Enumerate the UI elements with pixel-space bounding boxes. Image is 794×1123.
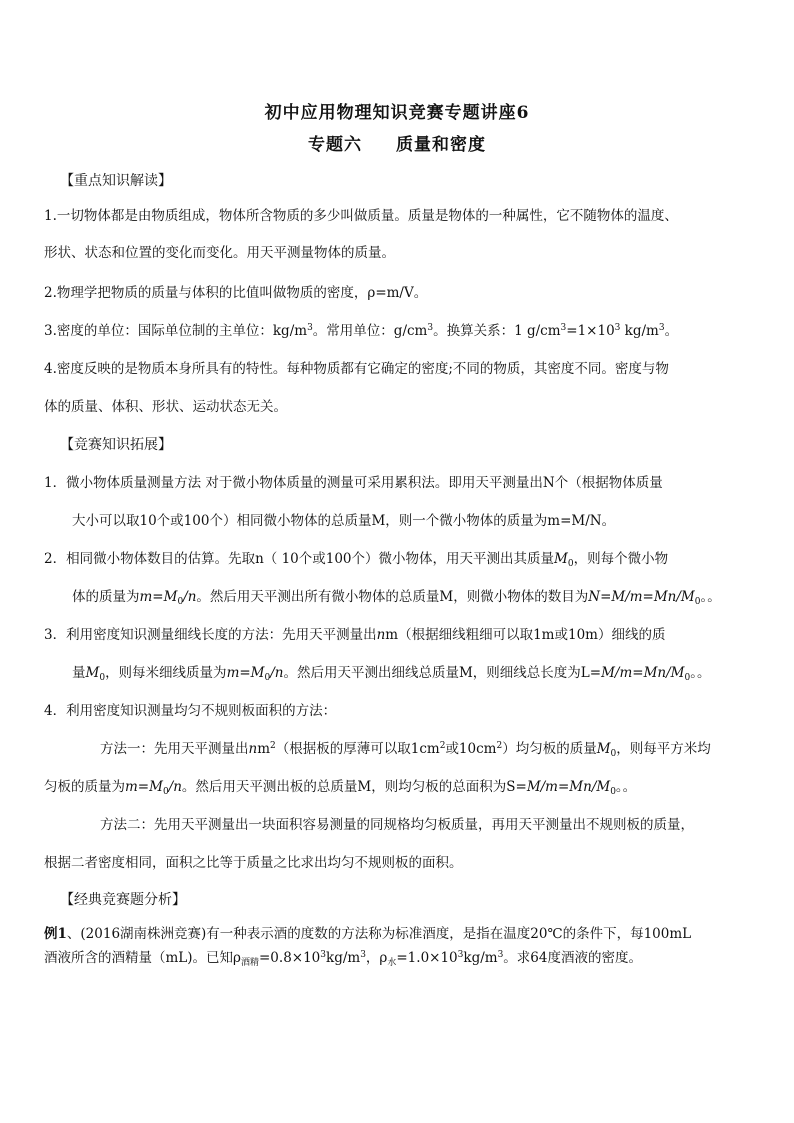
key-point-4-line-1: 4.密度反映的是物质本身所具有的特性。每种物质都有它确定的密度;不同的物质，其密度不同。密度与物 [44, 361, 669, 377]
example-1-line-1: 例1、(2016湖南株洲竞赛)有一种表示酒的度数的方法称为标准酒度，是指在温度20℃的条件下，每100mL [44, 926, 692, 942]
method-2-line-1: 方法二：先用天平测量出一块面积容易测量的同规格均匀板质量，再用天平测量出不规则板的质量， [100, 817, 694, 833]
method-1-line-1: 方法一：先用天平测量出$nm^2$（根据板的厚薄可以取$1cm^2$或$10cm^2$）均匀板的质量$M_0$，则每平方米均 [100, 741, 711, 759]
page-title: 初中应用物理知识竞赛专题讲座6 [264, 103, 530, 123]
example-1-line-2: 酒液所含的酒精量（mL)。已知$\rho_{酒精}=0.8\times 10^3kg/m^3$，$\rho_水=1.0\times 10^3kg/m^3$。求64度酒液的密度。 [44, 950, 642, 968]
key-point-1-line-2: 形状、状态和位置的变化而变化。用天平测量物体的质量。 [44, 245, 395, 261]
extension-1-line-1: 1．微小物体质量测量方法 对于微小物体质量的测量可采用累积法。即用天平测量出N个（根据物体质量 [44, 475, 663, 491]
extension-3-line-2: 量$M_0$，则每米细线质量为$m=M_0/n$。然后用天平测出细线总质量M，则细线总长度为$L=M/m=Mn/M_0$。。 [72, 665, 711, 683]
extension-2-line-2: 体的质量为$m=M_0/n$。然后用天平测出所有微小物体的总质量M，则微小物体的数目为$N=M/m=Mn/M_0$。。 [72, 589, 721, 607]
method-2-line-2: 根据二者密度相同，面积之比等于质量之比求出均匀不规则板的面积。 [44, 855, 463, 871]
subtitle-label: 专题六 [308, 135, 362, 155]
method-1-line-2: 匀板的质量为$m=M_0/n$。然后用天平测出板的总质量M，则均匀板的总面积为$S=M/m=Mn/M_0$。。 [44, 779, 637, 797]
extension-1-line-2: 大小可以取10个或100个）相同微小物体的总质量M，则一个微小物体的质量为m=M/N。 [72, 513, 616, 529]
key-point-3: 3.密度的单位：国际单位制的主单位：$kg/m^3$。常用单位：$g/cm^3$。换算关系：1 $g/cm^3=1\times 10^3$ $kg/m^3$。 [44, 323, 679, 339]
key-point-1-line-1: 1.一切物体都是由物质组成，物体所含物质的多少叫做质量。质量是物体的一种属性，它不随物体的温度、 [44, 208, 678, 224]
section-key-knowledge: 【重点知识解读】 [60, 173, 172, 189]
key-point-2: 2.物理学把物质的质量与体积的比值叫做物质的密度，ρ=m/V。 [44, 285, 428, 301]
extension-4: 4．利用密度知识测量均匀不规则板面积的方法： [44, 703, 337, 719]
subtitle-topic: 质量和密度 [396, 135, 486, 155]
extension-2-line-1: 2．相同微小物体数目的估算。先取n（ 10个或100个）微小物体，用天平测出其质量$M_0$，则每个微小物 [44, 551, 669, 569]
example-label: 例1 [44, 926, 67, 942]
section-classic-analysis: 【经典竞赛题分析】 [60, 892, 186, 908]
section-competition-extension: 【竞赛知识拓展】 [60, 437, 172, 453]
extension-3-line-1: 3．利用密度知识测量细线长度的方法：先用天平测量出nm（根据细线粗细可以取1m或10m）细线的质 [44, 627, 666, 643]
key-point-4-line-2: 体的质量、体积、形状、运动状态无关。 [44, 399, 287, 415]
page-subtitle [0, 130, 794, 155]
